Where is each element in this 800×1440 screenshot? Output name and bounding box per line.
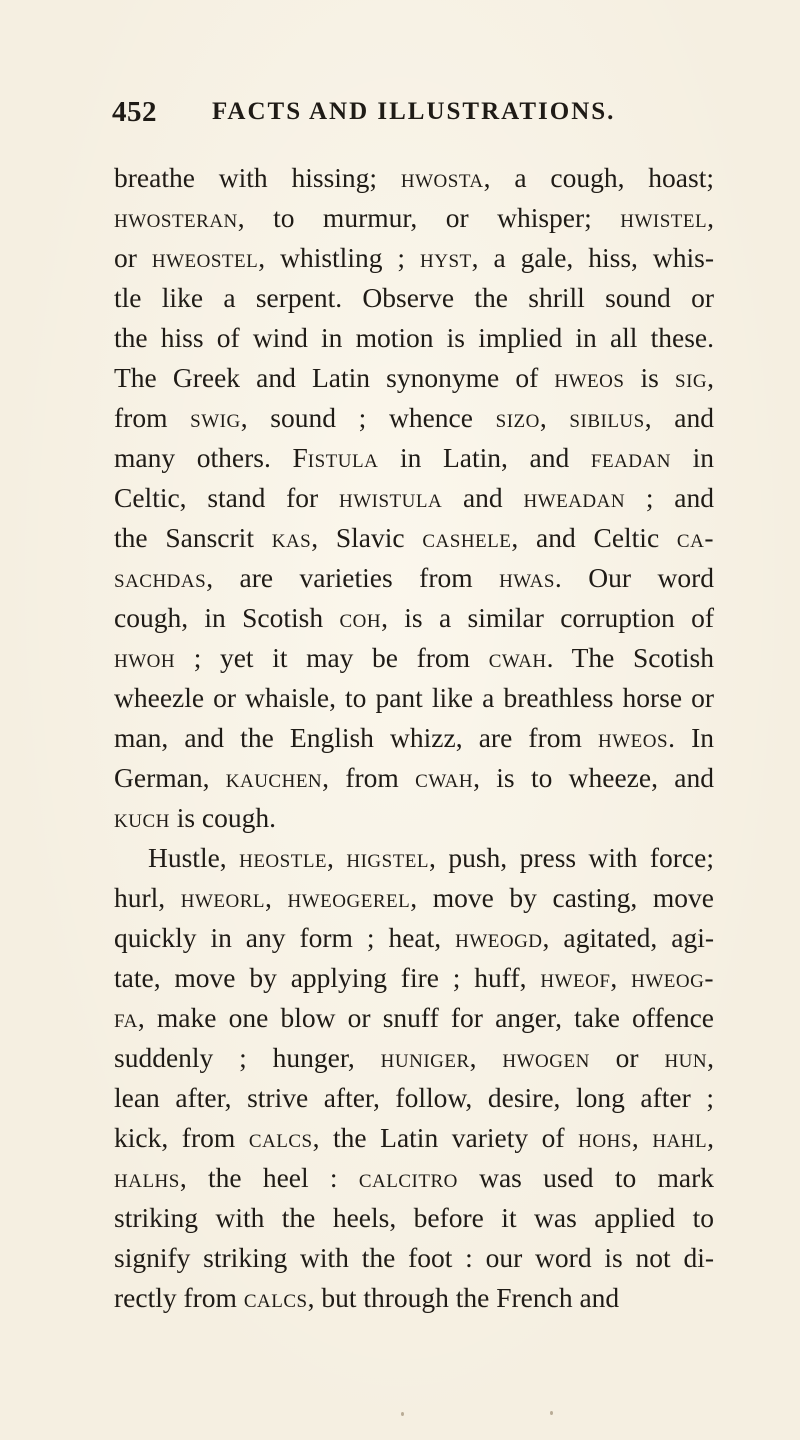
small-caps-term: heostle — [239, 842, 328, 873]
text-run: is — [624, 362, 676, 393]
small-caps-term: higstel — [346, 842, 430, 873]
text-run: . The Scotish — [546, 642, 714, 673]
text-run: , — [469, 1042, 503, 1073]
small-caps-term: hwosteran — [114, 202, 238, 233]
text-run: , Slavic — [311, 522, 423, 553]
text-run: quickly in any form ; heat, — [114, 922, 456, 953]
text-run: , and — [644, 402, 714, 433]
text-run: tle like a serpent. Observe the shrill sound or — [114, 282, 714, 313]
text-run: or — [114, 242, 152, 273]
text-run: lean after, strive after, follow, desire, long after ; — [114, 1082, 714, 1113]
text-line — [114, 1158, 714, 1198]
text-run: , whistling ; — [258, 242, 421, 273]
small-caps-term: halhs — [114, 1162, 180, 1193]
text-run: , are varieties from — [206, 562, 500, 593]
text-line — [114, 638, 714, 678]
small-caps-term: hwistula — [338, 482, 443, 513]
small-caps-term: calcitro — [358, 1162, 458, 1193]
text-run: rectly from — [114, 1282, 244, 1313]
text-run: , make one blow or snuff for anger, take offence — [137, 1002, 714, 1033]
text-run: in Latin, and — [378, 442, 591, 473]
text-run: the hiss of wind in motion is implied in all these. — [114, 322, 714, 353]
text-line — [114, 478, 714, 518]
small-caps-term: hwistel — [620, 202, 708, 233]
text-run: , is to wheeze, and — [473, 762, 714, 793]
text-run: , the heel : — [179, 1162, 359, 1193]
small-caps-term: fa — [114, 1002, 138, 1033]
small-caps-term: hyst — [420, 242, 472, 273]
text-run: suddenly ; hunger, — [114, 1042, 381, 1073]
text-line — [114, 158, 714, 198]
small-caps-term: hwas — [499, 562, 555, 593]
small-caps-term: cwah — [415, 762, 474, 793]
text-run: . In — [668, 722, 714, 753]
text-line — [114, 1198, 714, 1238]
text-run: German, — [114, 762, 226, 793]
small-caps-term: sibilus — [569, 402, 645, 433]
text-line — [114, 758, 714, 798]
small-caps-term: hweorl — [180, 882, 266, 913]
text-run: , — [707, 202, 714, 233]
text-run: , — [631, 1122, 653, 1153]
text-line — [114, 1118, 714, 1158]
small-caps-term: hwoh — [114, 642, 176, 673]
text-line — [114, 1078, 714, 1118]
small-caps-term: coh — [339, 602, 382, 633]
small-caps-term: hwogen — [502, 1042, 590, 1073]
small-caps-term: hohs — [578, 1122, 632, 1153]
page-number: 452 — [112, 96, 157, 128]
small-caps-term: sig — [675, 362, 708, 393]
text-run: cough, in Scotish — [114, 602, 340, 633]
text-run: , but through the French and — [307, 1282, 620, 1313]
text-line — [114, 358, 714, 398]
small-caps-term: huniger — [380, 1042, 470, 1073]
text-line — [114, 918, 714, 958]
text-run: , and Celtic — [511, 522, 677, 553]
text-line — [114, 318, 714, 358]
text-run: wheezle or whaisle, to pant like a breathless horse or — [114, 682, 714, 713]
text-run: breathe with hissing; — [114, 162, 401, 193]
small-caps-term: hweof — [540, 962, 611, 993]
text-run: , — [265, 882, 288, 913]
text-run: in — [670, 442, 714, 473]
paragraph — [114, 158, 714, 838]
text-run: hurl, — [114, 882, 181, 913]
running-head — [0, 96, 800, 136]
small-caps-term: kas — [271, 522, 312, 553]
small-caps-term: hweog- — [631, 962, 715, 993]
small-caps-term: sizo — [495, 402, 540, 433]
small-caps-term: hwosta — [400, 162, 484, 193]
text-run: , — [327, 842, 347, 873]
text-run: from — [114, 402, 191, 433]
small-caps-term: ca- — [676, 522, 714, 553]
text-run: is cough. — [169, 802, 277, 833]
text-line — [114, 238, 714, 278]
text-run: , move by casting, move — [410, 882, 714, 913]
text-line — [114, 878, 714, 918]
text-run: , — [707, 362, 715, 393]
text-line — [114, 678, 714, 718]
text-run: . Our word — [554, 562, 714, 593]
text-line — [114, 718, 714, 758]
text-line — [114, 1278, 714, 1318]
text-run: tate, move by applying fire ; huff, — [114, 962, 541, 993]
text-run: , push, press with force; — [429, 842, 714, 873]
small-caps-term: cashele — [422, 522, 512, 553]
small-caps-term: sachdas — [114, 562, 207, 593]
text-run: , from — [322, 762, 416, 793]
paper-speck — [401, 1412, 404, 1416]
text-line — [114, 1238, 714, 1278]
paper-speck — [550, 1411, 553, 1415]
text-run: The Greek and Latin synonyme of — [114, 362, 555, 393]
small-caps-term: kuch — [114, 802, 170, 833]
small-caps-term: hun — [664, 1042, 708, 1073]
text-run: man, and the English whizz, are from — [114, 722, 599, 753]
text-line — [114, 558, 714, 598]
small-caps-term: hweogd — [455, 922, 543, 953]
small-caps-term: hweos — [554, 362, 625, 393]
text-run: , — [610, 962, 632, 993]
text-run: , to murmur, or whisper; — [237, 202, 621, 233]
text-run: , is a similar corruption of — [381, 602, 714, 633]
text-run: , agitated, agi- — [542, 922, 715, 953]
text-run: striking with the heels, before it was applied to — [114, 1202, 714, 1233]
running-title: FACTS AND ILLUSTRATIONS. — [212, 98, 616, 125]
text-run: and — [442, 482, 524, 513]
text-run: , — [707, 1122, 715, 1153]
text-line — [114, 798, 714, 838]
text-run: , a cough, hoast; — [483, 162, 714, 193]
text-run: signify striking with the foot : our word is not di- — [114, 1242, 714, 1273]
small-caps-term: swig — [190, 402, 241, 433]
text-line — [114, 838, 714, 878]
small-caps-term: hahl — [652, 1122, 708, 1153]
text-run: , a gale, hiss, whis- — [471, 242, 714, 273]
small-caps-term: hweadan — [523, 482, 626, 513]
text-run: , — [539, 402, 570, 433]
text-line — [114, 198, 714, 238]
small-caps-term: hweogerel — [287, 882, 411, 913]
small-caps-term: calcs — [243, 1282, 308, 1313]
text-line — [114, 438, 714, 478]
text-run: Celtic, stand for — [114, 482, 339, 513]
text-line — [114, 398, 714, 438]
text-run: Hustle, — [148, 842, 240, 873]
text-line — [114, 958, 714, 998]
text-line — [114, 518, 714, 558]
text-run: kick, from — [114, 1122, 249, 1153]
text-run: was used to mark — [457, 1162, 714, 1193]
small-caps-term: kauchen — [225, 762, 323, 793]
text-run: the Sanscrit — [114, 522, 272, 553]
text-run: ; yet it may be from — [175, 642, 489, 673]
small-caps-term: cwah — [488, 642, 547, 673]
small-caps-term: istula — [307, 442, 379, 473]
paragraph — [114, 838, 714, 1318]
small-caps-term: hweos — [598, 722, 669, 753]
text-run: many others. F — [114, 442, 308, 473]
text-run: , — [707, 1042, 714, 1073]
text-line — [114, 598, 714, 638]
text-line — [114, 998, 714, 1038]
small-caps-term: calcs — [248, 1122, 313, 1153]
text-run: or — [589, 1042, 665, 1073]
text-line — [114, 278, 714, 318]
text-run: , the Latin variety of — [312, 1122, 579, 1153]
small-caps-term: hweostel — [151, 242, 259, 273]
small-caps-term: feadan — [590, 442, 671, 473]
text-run: ; and — [625, 482, 714, 513]
body-text — [114, 158, 714, 1318]
text-run: , sound ; whence — [240, 402, 496, 433]
text-line — [114, 1038, 714, 1078]
